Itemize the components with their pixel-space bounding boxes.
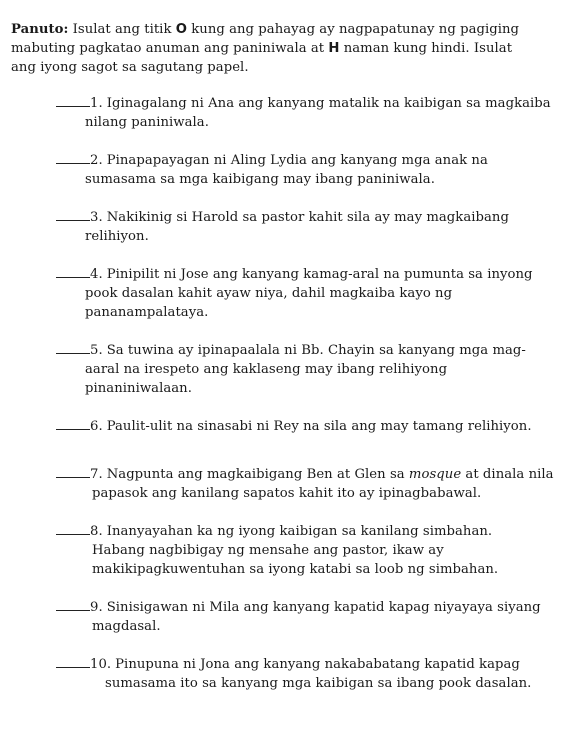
item-text-part: Nagpunta ang magkaibigang Ben at Glen sa [106, 467, 409, 482]
item-6 [56, 415, 548, 436]
item-text [103, 465, 554, 484]
instructions-text: mabuting pagkatao anuman ang paniniwala at [11, 41, 329, 56]
instructions-line-3: ang iyong sagot sa sagutang papel. [11, 60, 249, 75]
item-number: 8. [90, 524, 103, 539]
answer-blank[interactable] [56, 653, 90, 668]
item-text: nilang paniniwala. [85, 115, 209, 130]
answer-blank[interactable] [56, 92, 90, 107]
answer-blank[interactable] [56, 206, 90, 221]
item-text: Paulit-ulit na sinasabi ni Rey na sila ang may tamang relihiyon. [106, 419, 532, 434]
item-3 [56, 206, 548, 246]
item-2 [56, 149, 548, 189]
item-8 [56, 520, 548, 579]
item-text: sumasama sa mga kaibigang may ibang paniniwala. [85, 172, 435, 187]
item-number: 6. [90, 419, 103, 434]
item-text: pinaniniwalaan. [85, 381, 192, 396]
answer-blank[interactable] [56, 520, 90, 535]
answer-blank[interactable] [56, 339, 90, 354]
item-text: Nakikinig si Harold sa pastor kahit sila ay may magkaibang [106, 210, 509, 225]
item-text: Habang nagbibigay ng mensahe ang pastor, ikaw ay [92, 543, 444, 558]
item-text: Inanyayahan ka ng iyong kaibigan sa kanilang simbahan. [106, 524, 493, 539]
item-number: 9. [90, 600, 103, 615]
item-text: pananampalataya. [85, 305, 209, 320]
item-5 [56, 339, 548, 398]
item-number: 2. [90, 153, 103, 168]
instructions-text: Isulat ang titik [68, 22, 176, 37]
answer-blank[interactable] [56, 463, 90, 478]
answer-blank[interactable] [56, 263, 90, 278]
item-number: 1. [90, 96, 103, 111]
item-text-emphasis: mosque [408, 467, 462, 482]
item-1 [56, 92, 551, 132]
item-text: relihiyon. [85, 229, 149, 244]
item-text: pook dasalan kahit ayaw niya, dahil magkaiba kayo ng [85, 286, 453, 301]
instructions-text: kung ang pahayag ay nagpapatunay ng pagiging [187, 22, 520, 37]
item-number: 5. [90, 343, 103, 358]
item-text: makikipagkuwentuhan sa iyong katabi sa loob ng simbahan. [92, 562, 499, 577]
item-number: 10. [90, 657, 112, 672]
instructions-line-1 [11, 20, 546, 39]
item-text: Pinapapayagan ni Aling Lydia ang kanyang mga anak na [106, 153, 488, 168]
item-text: aaral na irespeto ang kaklaseng may ibang relihiyong [85, 362, 448, 377]
mark-o: O [175, 22, 187, 37]
item-number: 7. [90, 467, 103, 482]
item-text: Sinisigawan ni Mila ang kanyang kapatid kapag niyayaya siyang [106, 600, 541, 615]
item-7 [56, 463, 554, 503]
item-text: sumasama ito sa kanyang mga kaibigan sa ibang pook dasalan. [105, 676, 532, 691]
instructions-label: Panuto: [11, 22, 69, 37]
instructions [11, 20, 546, 77]
item-text: magdasal. [92, 619, 161, 634]
instructions-text: naman kung hindi. Isulat [339, 41, 513, 56]
item-text: Pinupuna ni Jona ang kanyang nakababatang kapatid kapag [115, 657, 520, 672]
item-10 [56, 653, 548, 693]
item-text: Pinipilit ni Jose ang kanyang kamag-aral na pumunta sa inyong [106, 267, 533, 282]
item-4 [56, 263, 548, 322]
item-text: papasok ang kanilang sapatos kahit ito ay ipinagbabawal. [92, 486, 482, 501]
item-text: Sa tuwina ay ipinapaalala ni Bb. Chayin sa kanyang mga mag- [106, 343, 526, 358]
item-number: 4. [90, 267, 103, 282]
instructions-line-2 [11, 39, 546, 58]
answer-blank[interactable] [56, 596, 90, 611]
item-9 [56, 596, 548, 636]
item-number: 3. [90, 210, 103, 225]
mark-h: H [328, 41, 340, 56]
item-text: Iginagalang ni Ana ang kanyang matalik na kaibigan sa magkaiba [106, 96, 551, 111]
answer-blank[interactable] [56, 415, 90, 430]
answer-blank[interactable] [56, 149, 90, 164]
item-text-part: at dinala nila [461, 467, 554, 482]
